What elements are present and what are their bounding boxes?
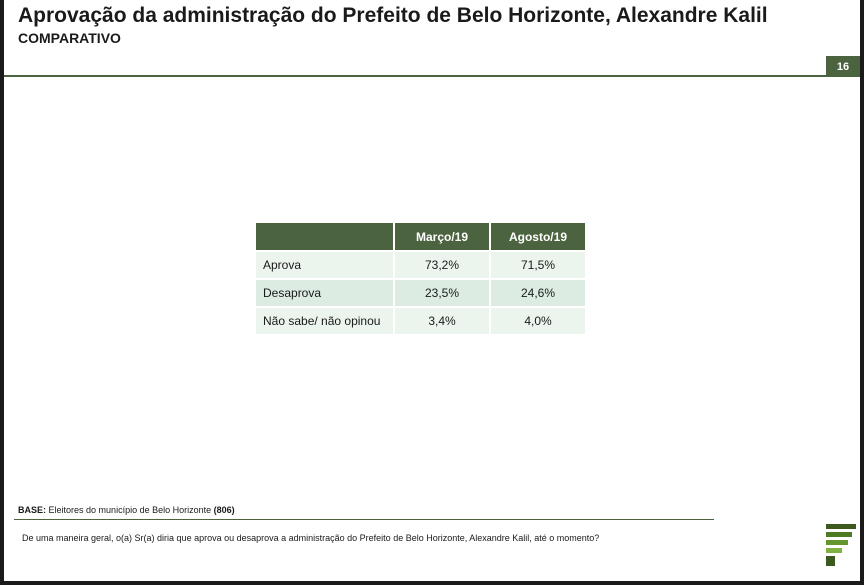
- base-note: [18, 505, 235, 515]
- base-label: BASE:: [18, 505, 47, 515]
- page-number-badge: 16: [826, 56, 860, 77]
- cell-value: 3,4%: [394, 307, 490, 334]
- cell-value: 73,2%: [394, 251, 490, 279]
- row-label: Desaprova: [256, 279, 394, 307]
- cell-value: 4,0%: [490, 307, 585, 334]
- table-header-corner: [256, 223, 394, 251]
- base-text: Eleitores do município de Belo Horizonte: [48, 505, 212, 515]
- base-count: (806): [213, 505, 235, 515]
- footer-divider: [14, 519, 714, 520]
- table-header-row: [256, 223, 585, 251]
- header-divider: [4, 75, 860, 77]
- cell-value: 23,5%: [394, 279, 490, 307]
- table-row-nao-sabe: [256, 307, 585, 334]
- frame-left-border: [0, 0, 4, 585]
- approval-table: [256, 223, 585, 334]
- page-subtitle: COMPARATIVO: [18, 30, 121, 46]
- cell-value: 71,5%: [490, 251, 585, 279]
- column-header-marco: Março/19: [394, 223, 490, 251]
- table-row-aprova: [256, 251, 585, 279]
- frame-right-border: [860, 0, 864, 585]
- row-label: Aprova: [256, 251, 394, 279]
- row-label: Não sabe/ não opinou: [256, 307, 394, 334]
- brand-logo-icon: [826, 524, 856, 566]
- table-row-desaprova: [256, 279, 585, 307]
- cell-value: 24,6%: [490, 279, 585, 307]
- survey-question: De uma maneira geral, o(a) Sr(a) diria que aprova ou desaprova a administração do Prefeito de Belo Horizonte, Alexandre Kalil, até o momento?: [22, 533, 600, 543]
- frame-bottom-border: [0, 581, 864, 585]
- column-header-agosto: Agosto/19: [490, 223, 585, 251]
- page-title: Aprovação da administração do Prefeito de Belo Horizonte, Alexandre Kalil: [18, 4, 768, 27]
